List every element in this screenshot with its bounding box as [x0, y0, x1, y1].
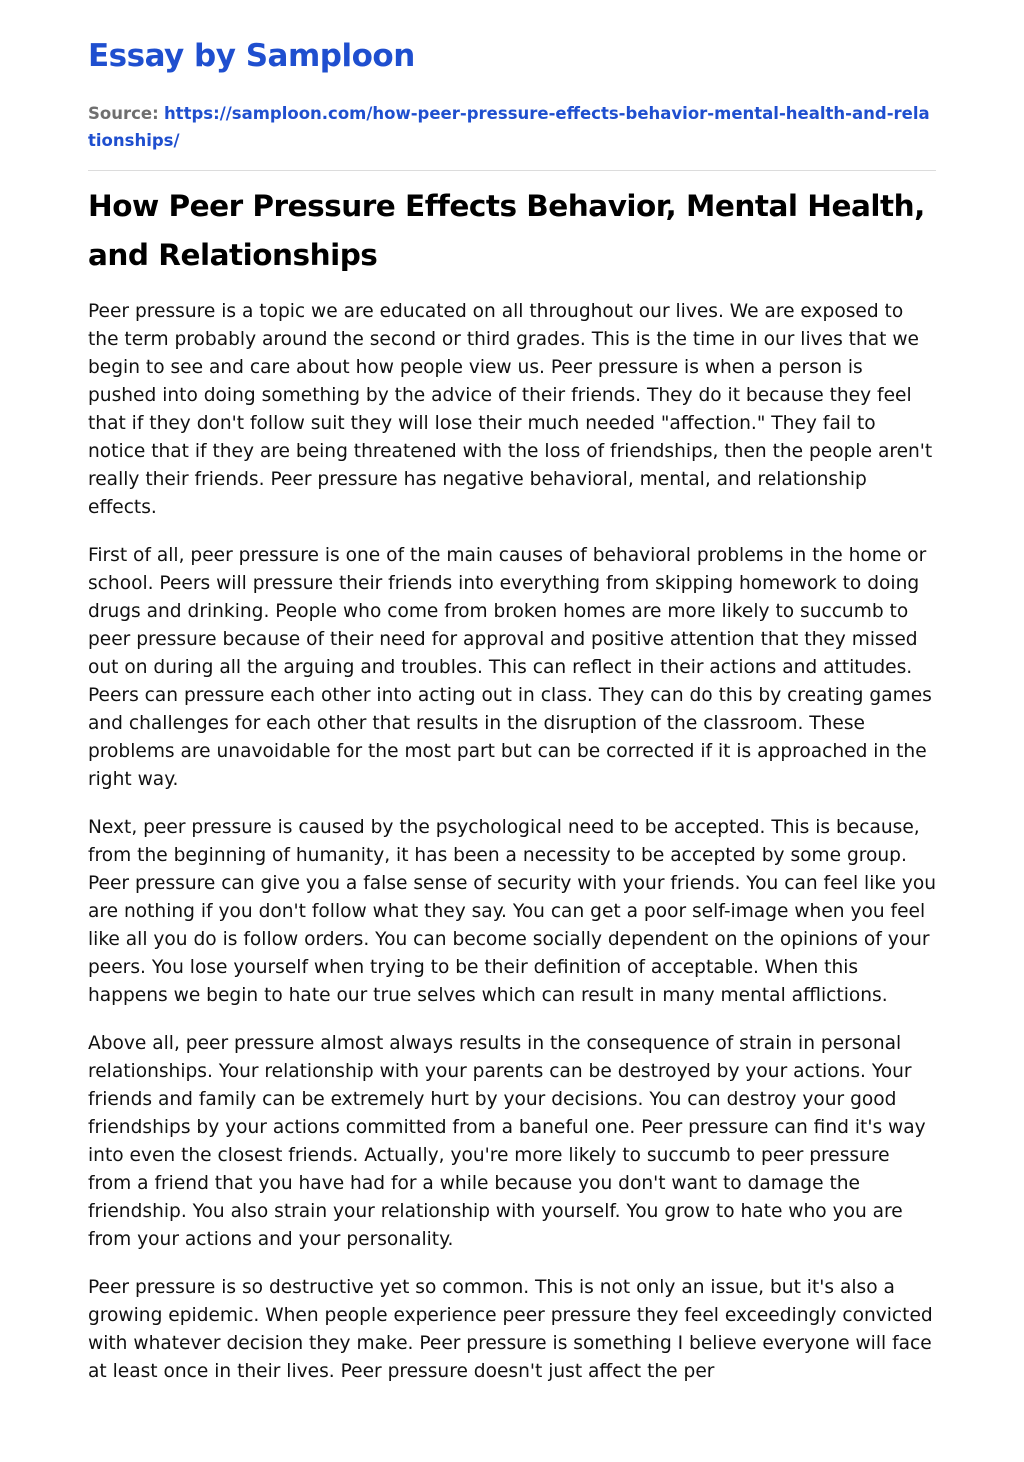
source-link[interactable]: https://samploon.com/how-peer-pressure-effects-behavior-mental-health-and-relationships/ — [88, 104, 930, 150]
paragraph: Peer pressure is a topic we are educated on all throughout our lives. We are exposed to the term probably around the second or third grades. This is the time in our lives that we begin to see and care about how people view us. Peer pressure is when a person is pushed into doing something by the advice of their friends. They do it because they feel that if they don't follow suit they will lose their much needed "affection." They fail to notice that if they are being threatened with the loss of friendships, then the people aren't really their friends. Peer pressure has negative behavioral, mental, and relationship effects. — [88, 301, 933, 518]
essay-title: How Peer Pressure Effects Behavior, Mental Health, and Relationships — [88, 189, 925, 272]
paragraph: First of all, peer pressure is one of the main causes of behavioral problems in the home or school. Peers will pressure their friends into everything from skipping homework to doing drugs and drinking. People who come from broken homes are more likely to succumb to peer pressure because of their need for approval and positive attention that they missed out on during all the arguing and troubles. This can reflect in their actions and attitudes. Peers can pressure each other into acting out in class. They can do this by creating games and challenges for each other that results in the disruption of the classroom. These problems are unavoidable for the most part but can be corrected if it is approached in the right way. — [88, 545, 932, 790]
paragraph: Above all, peer pressure almost always results in the consequence of strain in personal relationships. Your relationship with your parents can be destroyed by your actions. Your friends and family can be extremely hurt by your decisions. You can destroy your good friendships by your actions committed from a baneful one. Peer pressure can find it's way into even the closest friends. Actually, you're more likely to succumb to peer pressure from a friend that you have had for a while because you don't want to damage the friendship. You also strain your relationship with yourself. You grow to hate who you are from your actions and your personality. — [88, 1033, 926, 1250]
source-label: Source: — [88, 104, 159, 123]
brand-title: Essay by Samploon — [88, 38, 415, 74]
paragraph: Next, peer pressure is caused by the psychological need to be accepted. This is because, from the beginning of humanity, it has been a necessity to be accepted by some group. Peer pressure can give you a false sense of security with your friends. You can feel like you are nothing if you don't follow what they say. You can get a poor self-image when you feel like all you do is follow orders. You can become socially dependent on the opinions of your peers. You lose yourself when trying to be their definition of acceptable. When this happens we begin to hate our true selves which can result in many mental afflictions. — [88, 817, 936, 1006]
paragraph: Peer pressure is so destructive yet so common. This is not only an issue, but it's also a growing epidemic. When people experience peer pressure they feel exceedingly convicted with whatever decision they make. Peer pressure is something I believe everyone will face at least once in their lives. Peer pressure doesn't just affect the per — [88, 1277, 933, 1382]
source-line — [88, 100, 936, 154]
header-divider — [88, 170, 936, 171]
essay-body — [88, 298, 936, 1406]
